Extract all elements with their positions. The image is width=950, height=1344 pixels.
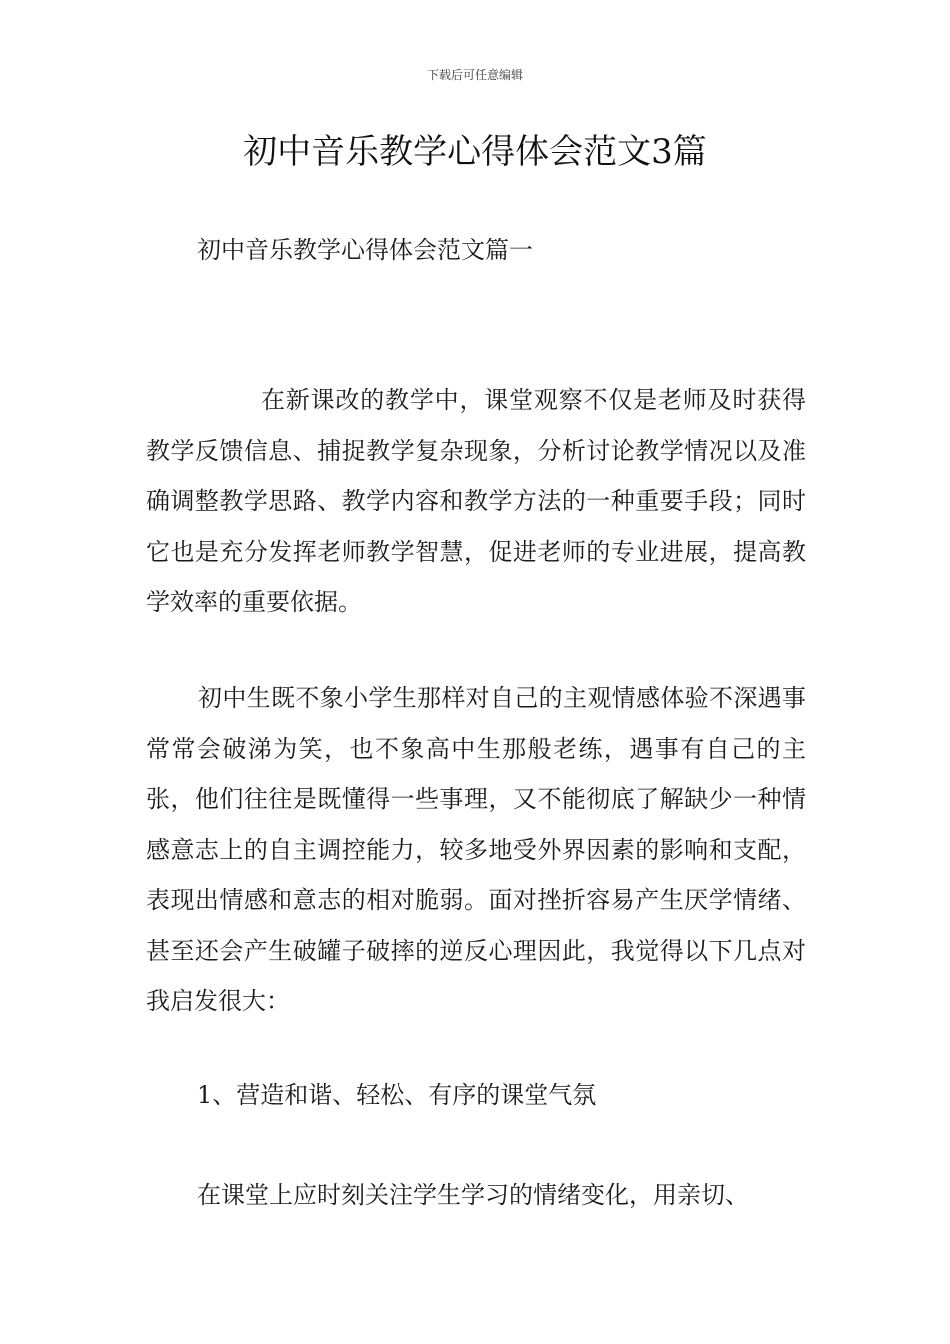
header-note: 下载后可任意编辑 <box>426 68 523 82</box>
paragraph-2: 初中生既不象小学生那样对自己的主观情感体验不深遇事常常会破涕为笑，也不象高中生那般老练，遇事有自己的主张，他们往往是既懂得一些事理，又不能彻底了解缺少一种情感意志上的自主调控能力，较多地受外界因素的影响和支配，表现出情感和意志的相对脆弱。面对挫折容易产生厌学情绪、甚至还会产生破罐子破摔的逆反心理因此，我觉得以下几点对我启发很大： <box>146 684 806 1015</box>
document-title: 初中音乐教学心得体会范文3篇 <box>243 132 707 172</box>
point-1-text: 在课堂上应时刻关注学生学习的情绪变化，用亲切、 <box>197 1181 749 1209</box>
paragraph-1: 在新课改的教学中，课堂观察不仅是老师及时获得教学反馈信息、捕捉教学复杂现象，分析讨论教学情况以及准确调整教学思路、教学内容和教学方法的一种重要手段；同时它也是充分发挥老师教学智慧，促进老师的专业进展，提高教学效率的重要依据。 <box>146 386 806 616</box>
point-1-heading: 1、营造和谐、轻松、有序的课堂气氛 <box>197 1081 597 1109</box>
section-heading: 初中音乐教学心得体会范文篇一 <box>197 236 533 264</box>
